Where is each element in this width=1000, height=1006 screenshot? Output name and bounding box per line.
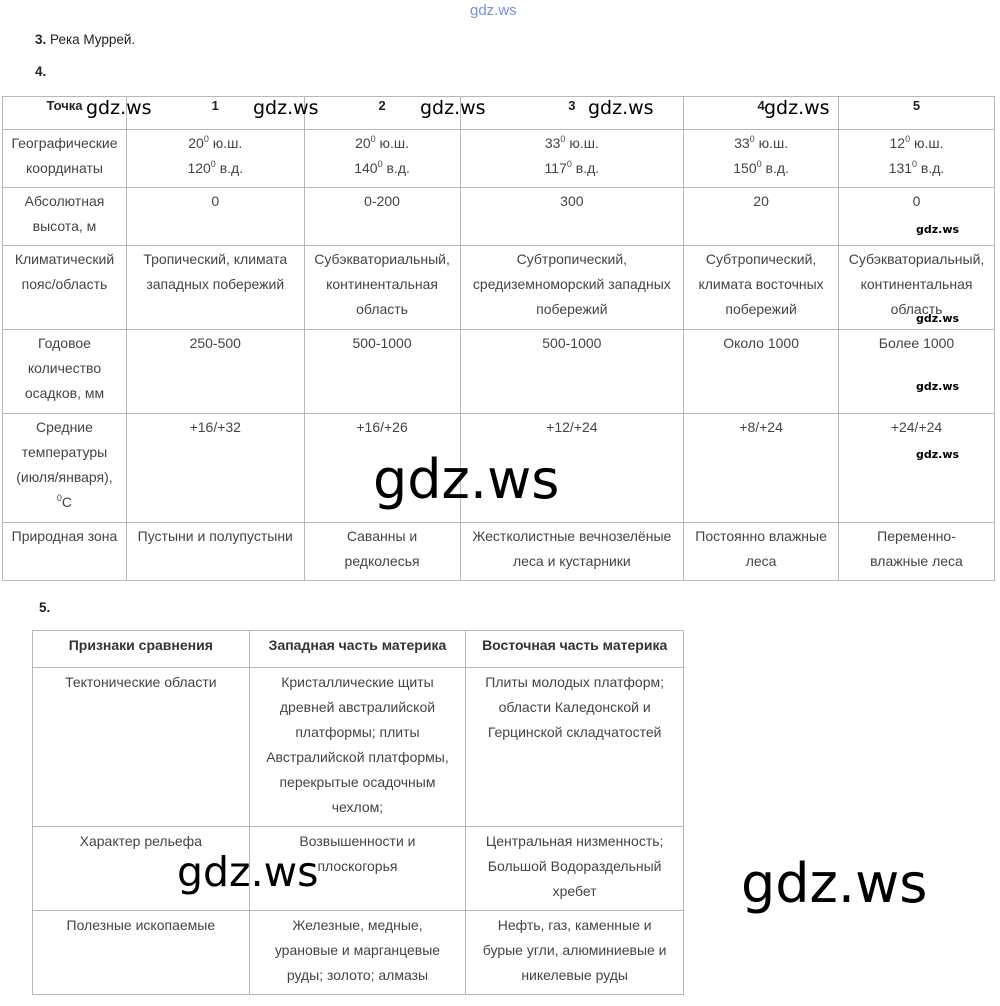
cell-line: $33^0$ ю.ш.	[544, 134, 599, 151]
cell-line: 300	[560, 193, 584, 209]
cell-line: климата восточных	[698, 276, 824, 292]
cell-line: Постоянно влажные	[695, 528, 827, 544]
cell-line: +24/+24	[890, 419, 943, 435]
row-label	[3, 130, 127, 188]
cell-line: западных побережий	[146, 276, 285, 292]
cell-line: количество	[27, 360, 102, 376]
cell-line: Кристаллические щиты	[281, 674, 434, 690]
cell-line: леса	[745, 553, 777, 569]
cell-line: Полезные ископаемые	[66, 917, 216, 933]
table-cell	[466, 827, 684, 911]
cell-line: $131^0$ в.д.	[888, 159, 945, 176]
cell-line: хребет	[552, 883, 597, 899]
cell-line: Более 1000	[878, 335, 955, 351]
cell-line: $^0$С	[56, 493, 73, 510]
cell-line: +16/+32	[189, 419, 241, 435]
header-point-2: 2	[304, 97, 460, 130]
table-cell	[126, 130, 304, 188]
table-row	[3, 130, 995, 188]
table-cell	[304, 130, 460, 188]
table-row	[3, 188, 995, 246]
cell-line: континентальная	[326, 276, 438, 292]
cell-line: Около 1000	[723, 335, 799, 351]
cell-line: область	[356, 301, 408, 317]
cell-line: $12^0$ ю.ш.	[889, 134, 944, 151]
table-cell	[466, 911, 684, 995]
table-row	[33, 827, 684, 911]
cell-line: Субтропический,	[516, 251, 628, 267]
cell-line: урановые и марганцевые	[274, 942, 441, 958]
cell-line: Средние	[36, 419, 93, 435]
cell-line: температуры	[21, 444, 108, 460]
cell-line: 20	[753, 193, 769, 209]
header-point-3: 3	[460, 97, 684, 130]
table-cell	[839, 188, 995, 246]
cell-line: Характер рельефа	[79, 833, 202, 849]
cell-line: побережий	[725, 301, 797, 317]
cell-line: область	[890, 301, 943, 317]
cell-line: Абсолютная	[24, 193, 105, 209]
cell-line: области Каледонской и	[498, 699, 651, 715]
cell-line: Пустыни и полупустыни	[137, 528, 293, 544]
cell-line: $20^0$ ю.ш.	[188, 134, 243, 151]
header-point-1: 1	[126, 97, 304, 130]
watermark: gdz.ws	[86, 97, 152, 119]
table-cell	[249, 911, 466, 995]
cell-line: никелевые руды	[521, 967, 628, 983]
cell-line: континентальная	[860, 276, 973, 292]
table-cell	[466, 668, 684, 827]
row-label	[3, 330, 127, 414]
cell-line: Железные, медные,	[292, 917, 423, 933]
cell-line: $117^0$ в.д.	[544, 159, 600, 176]
cell-line: леса и кустарники	[512, 553, 631, 569]
item-3-number: 3.	[35, 32, 47, 47]
table-header-row	[33, 631, 684, 668]
watermark: gdz.ws	[916, 380, 960, 393]
cell-line: побережий	[536, 301, 608, 317]
cell-line: Саванны и	[346, 528, 418, 544]
cell-line: Большой Водораздельный	[487, 858, 662, 874]
cell-line: редколесья	[344, 553, 420, 569]
cell-line: $20^0$ ю.ш.	[355, 134, 410, 151]
cell-line: платформы; плиты	[295, 724, 420, 740]
cell-line: +8/+24	[739, 419, 783, 435]
cell-line: осадков, мм	[24, 385, 105, 401]
watermark: gdz.ws	[916, 223, 960, 236]
cell-line: $150^0$ в.д.	[733, 159, 789, 176]
cell-line: высота, м	[32, 218, 97, 234]
table-cell	[304, 523, 460, 581]
row-label	[3, 188, 127, 246]
cell-line: влажные леса	[870, 553, 963, 569]
table-cell	[460, 330, 684, 414]
header-point-4: 4	[684, 97, 839, 130]
cell-line: Герцинской складчатостей	[487, 724, 662, 740]
header-point-5: 5	[839, 97, 995, 130]
cell-line: перекрытые осадочным	[279, 774, 436, 790]
column-header: Восточная часть материка	[466, 631, 684, 668]
table-cell	[249, 668, 466, 827]
row-label	[33, 668, 250, 827]
cell-line: Центральная низменность;	[485, 833, 664, 849]
cell-line: 500-1000	[542, 335, 602, 351]
item-4-number: 4.	[35, 64, 47, 79]
cell-line: Годовое	[38, 335, 91, 351]
table-cell	[304, 188, 460, 246]
cell-line: плоскогорья	[317, 858, 398, 874]
watermark: gdz.ws	[373, 448, 560, 511]
cell-line: Переменно-	[877, 528, 956, 544]
item-5-number: 5.	[39, 600, 51, 615]
table-row	[3, 523, 995, 581]
table-cell	[839, 523, 995, 581]
watermark-top: gdz.ws	[470, 2, 517, 19]
table-cell	[684, 130, 839, 188]
table-row	[33, 668, 684, 827]
watermark: gdz.ws	[588, 97, 654, 119]
cell-line: 0-200	[364, 193, 400, 209]
table-cell	[684, 523, 839, 581]
cell-line: бурые угли, алюминиевые и	[482, 942, 667, 958]
cell-line: чехлом;	[331, 799, 384, 815]
table-cell	[126, 414, 304, 523]
cell-line: +12/+24	[546, 419, 598, 435]
table-cell	[460, 130, 684, 188]
cell-line: Жестколистные вечнозелёные	[472, 528, 672, 544]
row-label	[3, 246, 127, 330]
watermark: gdz.ws	[177, 848, 319, 896]
cell-line: древней австралийской	[279, 699, 436, 715]
watermark: gdz.ws	[420, 97, 486, 119]
table-cell	[460, 188, 684, 246]
cell-line: Климатический	[14, 251, 115, 267]
watermark: gdz.ws	[253, 97, 319, 119]
table-cell	[839, 130, 995, 188]
watermark: gdz.ws	[916, 448, 960, 461]
item-3-text: Река Муррей.	[50, 32, 136, 47]
table-cell	[304, 246, 460, 330]
cell-line: Тропический, климата	[143, 251, 288, 267]
cell-line: Субэкваториальный,	[314, 251, 450, 267]
table-cell	[126, 330, 304, 414]
table-cell	[126, 188, 304, 246]
column-header: Западная часть материка	[249, 631, 466, 668]
table-cell	[839, 414, 995, 523]
table-cell	[839, 330, 995, 414]
cell-line: +16/+26	[356, 419, 408, 435]
watermark: gdz.ws	[741, 852, 928, 915]
cell-line: $140^0$ в.д.	[354, 159, 410, 176]
cell-line: $120^0$ в.д.	[187, 159, 244, 176]
table-cell	[684, 188, 839, 246]
item-3	[35, 32, 135, 47]
cell-line: 500-1000	[352, 335, 412, 351]
cell-line: руды; золото; алмазы	[286, 967, 429, 983]
cell-line: Плиты молодых платформ;	[485, 674, 664, 690]
row-label	[3, 523, 127, 581]
row-label	[33, 911, 250, 995]
cell-line: 0	[211, 193, 220, 209]
cell-line: Нефть, газ, каменные и	[497, 917, 652, 933]
cell-line: Природная зона	[11, 528, 118, 544]
header-point: Точка	[3, 97, 127, 130]
column-header: Признаки сравнения	[33, 631, 250, 668]
cell-line: координаты	[25, 160, 103, 176]
cell-line: Тектонические области	[65, 674, 217, 690]
watermark: gdz.ws	[764, 97, 830, 119]
table-cell	[684, 414, 839, 523]
cell-line: $33^0$ ю.ш.	[734, 134, 789, 151]
table-cell	[460, 246, 684, 330]
table-cell	[684, 246, 839, 330]
table-cell	[460, 523, 684, 581]
table-cell	[126, 523, 304, 581]
table-row	[33, 911, 684, 995]
table-row	[3, 246, 995, 330]
cell-line: 250-500	[189, 335, 241, 351]
cell-line: Австралийской платформы,	[266, 749, 449, 765]
cell-line: Субтропический,	[705, 251, 817, 267]
cell-line: Возвышенности и	[299, 833, 416, 849]
cell-line: пояс/область	[21, 276, 108, 292]
comparison-table	[32, 630, 684, 995]
row-label	[3, 414, 127, 523]
table-cell	[684, 330, 839, 414]
cell-line: Географические	[11, 135, 118, 151]
cell-line: средиземноморский западных	[472, 276, 671, 292]
cell-line: (июля/января),	[16, 469, 113, 485]
cell-line: Субэкваториальный,	[848, 251, 985, 267]
table-cell	[126, 246, 304, 330]
cell-line: 0	[912, 193, 921, 209]
watermark: gdz.ws	[916, 312, 960, 325]
table-cell	[304, 330, 460, 414]
table-row	[3, 330, 995, 414]
